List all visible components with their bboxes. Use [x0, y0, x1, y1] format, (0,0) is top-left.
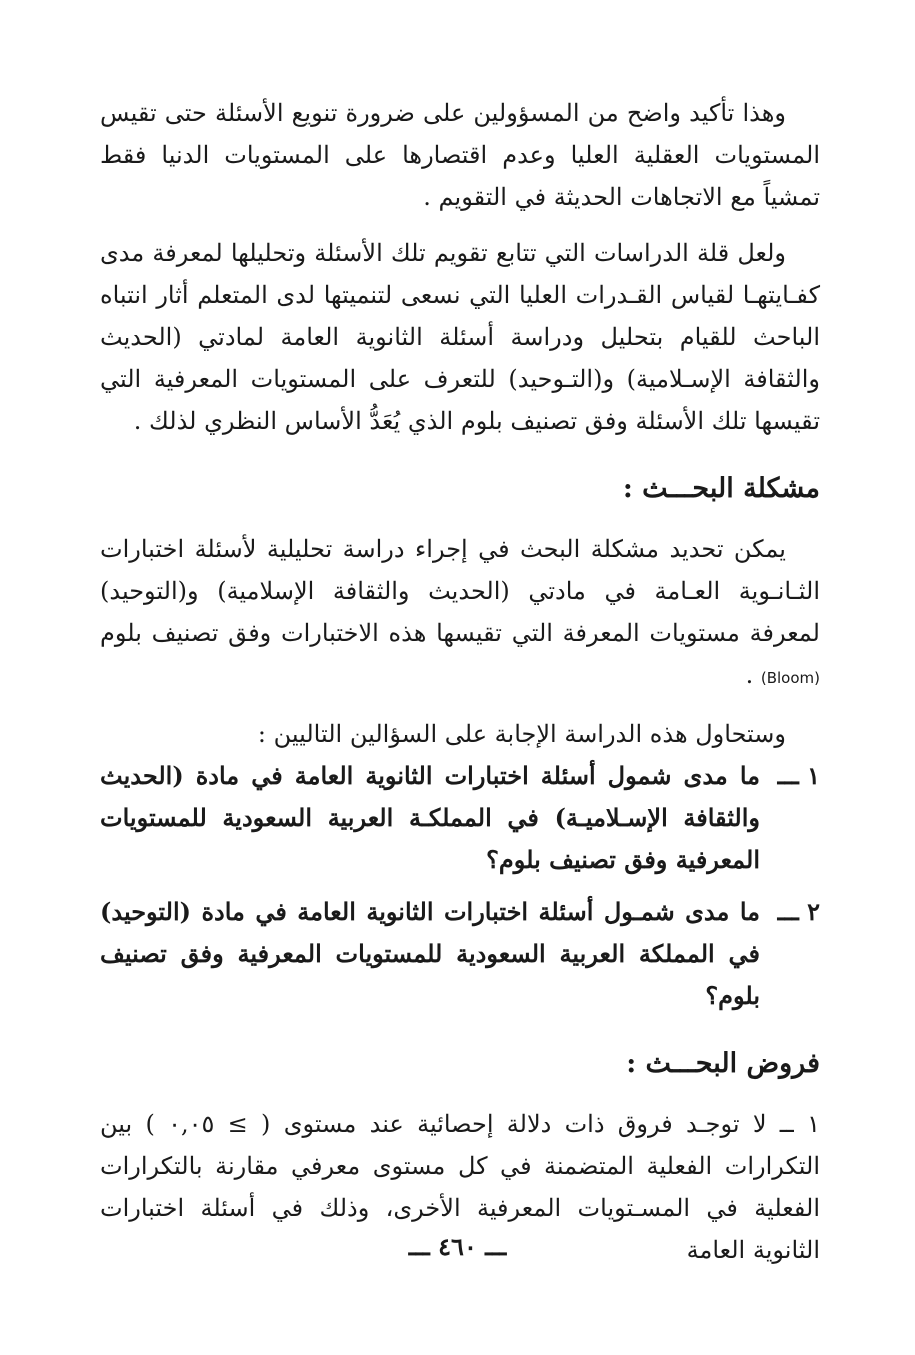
list-item [100, 755, 820, 881]
question-text: ما مدى شمول أسئلة اختبارات الثانوية العامة في مادة (الحديث والثقافة الإسـلاميـة) في المملكـة العربية السعودية للمستويات المعرفية وفق تصنيف بلوم؟ [100, 761, 760, 874]
page-body [100, 92, 820, 1271]
paragraph-questions-intro: وستحاول هذه الدراسة الإجابة على السؤالين التاليين : [257, 720, 786, 748]
question-number: ٢ ـــ [777, 897, 820, 926]
page-number: ـــ ٤٦٠ ـــ [408, 1232, 507, 1261]
paragraph-hypothesis-1: ١ ــ لا توجـد فروق ذات دلالة إحصائية عند مستوى ( ≥ ٠,٠٥ ) بين التكرارات الفعلية المتضمنة في كل مستوى معرفي مقارنة بالتكرارات الفعلية في المسـتويات المعرفية الأخرى، وذلك في أسئلة اختبارات الثانوية العامة [100, 1110, 820, 1264]
problem-statement-end: . [745, 661, 761, 689]
question-text: ما مدى شمـول أسئلة اختبارات الثانوية العامة في مادة (التوحيد) في المملكة العربية السعودية للمستويات المعرفية وفق تصنيف بلوم؟ [100, 897, 760, 1010]
paragraph-intro-emphasis: وهذا تأكيد واضح من المسؤولين على ضرورة تنويع الأسئلة حتى تقيس المستويات العقلية العليا وعدم اقتصارها على المستويات الدنيا فقط تمشياً مع الاتجاهات الحديثة في التقويم . [100, 99, 820, 211]
problem-statement-text: يمكن تحديد مشكلة البحث في إجراء دراسة تحليلية لأسئلة اختبارات الثـانـوية العـامة في مادتي (الحديث والثقافة الإسلامية) و(التوحيد) لمعرفة مستويات المعرفة التي تقيسها هذه الاختبارات وفق تصنيف بلوم [100, 535, 820, 647]
list-item [100, 891, 820, 1017]
heading-research-problem: مشكلة البحـــث : [622, 473, 820, 504]
bloom-latin-label: (Bloom) [760, 669, 820, 687]
question-number: ١ ـــ [777, 761, 820, 790]
paragraph-problem-statement [100, 528, 820, 699]
research-questions-list [100, 755, 820, 1017]
paragraph-study-rationale: ولعل قلة الدراسات التي تتابع تقويم تلك الأسئلة وتحليلها لمعرفة مدى كفـايتهـا لقياس القـدرات العليا التي نسعى لتنميتها لدى المتعلم أثار انتباه الباحث للقيام بتحليل ودراسة أسئلة الثانوية العامة لمادتي (الحديث والثقافة الإسـلامية) و(التـوحيد) للتعرف على المستويات المعرفية التي تقيسها تلك الأسئلة وفق تصنيف بلوم الذي يُعَدُّ الأساس النظري لذلك . [100, 239, 820, 435]
heading-research-hypotheses: فروض البحـــث : [626, 1048, 820, 1079]
